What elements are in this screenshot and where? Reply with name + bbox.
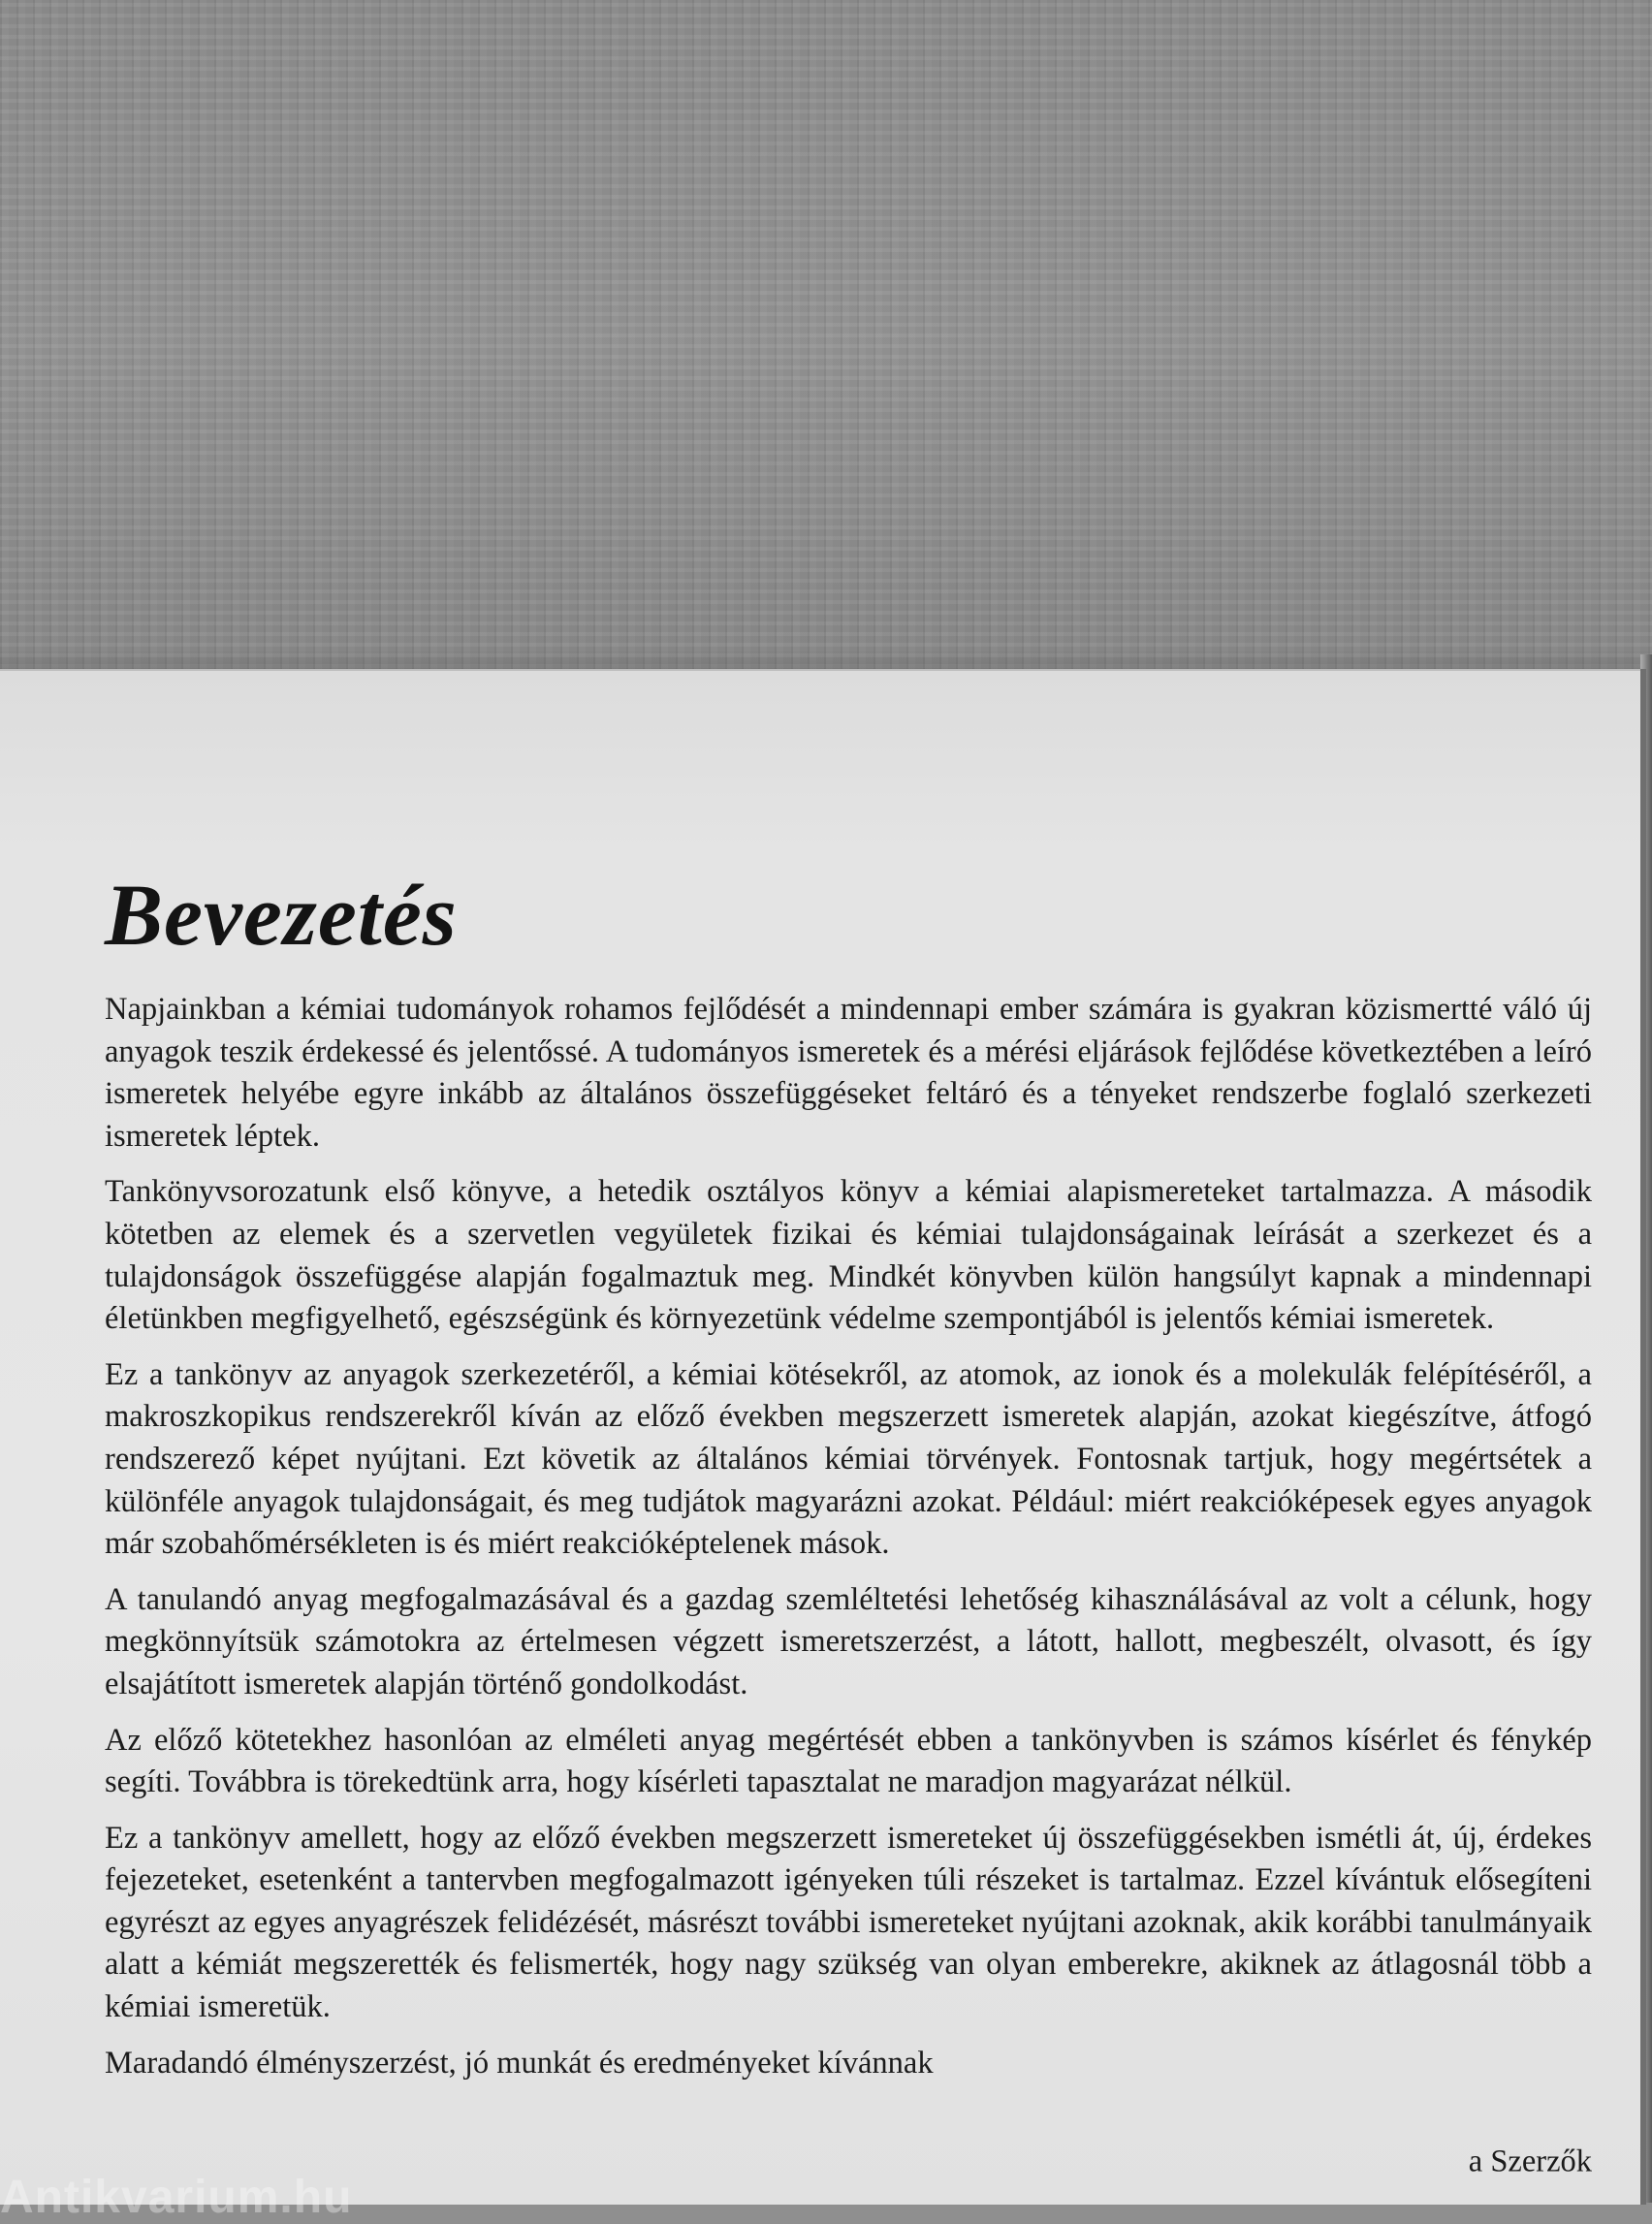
page-content [105, 868, 1592, 2084]
paragraph-5: Az előző kötetekhez hasonlóan az elméleti anyag megértését ebben a tankönyvben is számos kísérlet és fénykép segíti. Továbbra is törekedtünk arra, hogy kísérleti tapasztalat ne maradjon magyarázat nélkül. [105, 1722, 1592, 1800]
page-edge [1640, 654, 1652, 2203]
table-surface [0, 0, 1652, 679]
paragraph-4: A tanulandó anyag megfogalmazásával és a gazdag szemléltetési lehetőség kihasználásával az volt a célunk, hogy megkönnyítsük számotokra az értelmesen végzett ismeretszerzést, a látott, hallott, megbeszélt, olvasott, és így elsajátított ismeretek alapján történő gondolkodást. [105, 1581, 1592, 1701]
paragraph-6: Ez a tankönyv amellett, hogy az előző években megszerzett ismereteket új összefüggésekben ismétli át, új, érdekes fejezeteket, esetenként a tantervben megfogalmazott igényeken túli részeket is tartalmaz. Ezzel kívántuk elősegíteni egyrészt az egyes anyagrészek felidézését, másrészt további ismereteket nyújtani azoknak, akik korábbi tanulmányaik alatt a kémiát megszerették és felismerték, hogy nagy szükség van olyan emberekre, akiknek az átlagosnál több a kémiai ismeretük. [105, 1820, 1592, 2025]
paragraph-1: Napjainkban a kémiai tudományok rohamos fejlődését a mindennapi ember számára is gyakran közismertté váló új anyagok teszik érdekessé és jelentőssé. A tudományos ismeretek és a mérési eljárások fejlődése következtében a leíró ismeretek helyébe egyre inkább az általános összefüggéseket feltáró és a tényeket rendszerbe foglaló szerkezeti ismeretek léptek. [105, 992, 1592, 1154]
paragraph-3: Ez a tankönyv az anyagok szerkezetéről, a kémiai kötésekről, az atomok, az ionok és a molekulák felépítéséről, a makroszkopikus rendszerekről kíván az előző években megszerzett ismeretek alapján, azokat kiegészítve, átfogó rendszerező képet nyújtani. Ezt követik az általános kémiai törvények. Fontosnak tartjuk, hogy megértsétek a különféle anyagok tulajdonságait, és meg tudjátok magyarázni azokat. Például: miért reakcióképesek egyes anyagok már szobahőmérsékleten is és miért reakcióképtelenek mások. [105, 1356, 1592, 1562]
page-title: Bevezetés [105, 868, 458, 964]
paragraph-2: Tankönyvsorozatunk első könyve, a hetedik osztályos könyv a kémiai alapismereteket tartalmazza. A második kötetben az elemek és a szervetlen vegyületek fizikai és kémiai tulajdonságainak leírását a szerkezet és a tulajdonságok összefüggése alapján fogalmaztuk meg. Mindkét könyvben külön hangsúlyt kapnak a mindennapi életünkben megfigyelhető, egészségünk és környezetünk védelme szempontjából is jelentős kémiai ismeretek. [105, 1174, 1592, 1337]
signature: a Szerzők [1468, 2144, 1592, 2179]
closing-line: Maradandó élményszerzést, jó munkát és eredményeket kívánnak [105, 2045, 934, 2081]
watermark: Antikvarium.hu [0, 2172, 353, 2223]
